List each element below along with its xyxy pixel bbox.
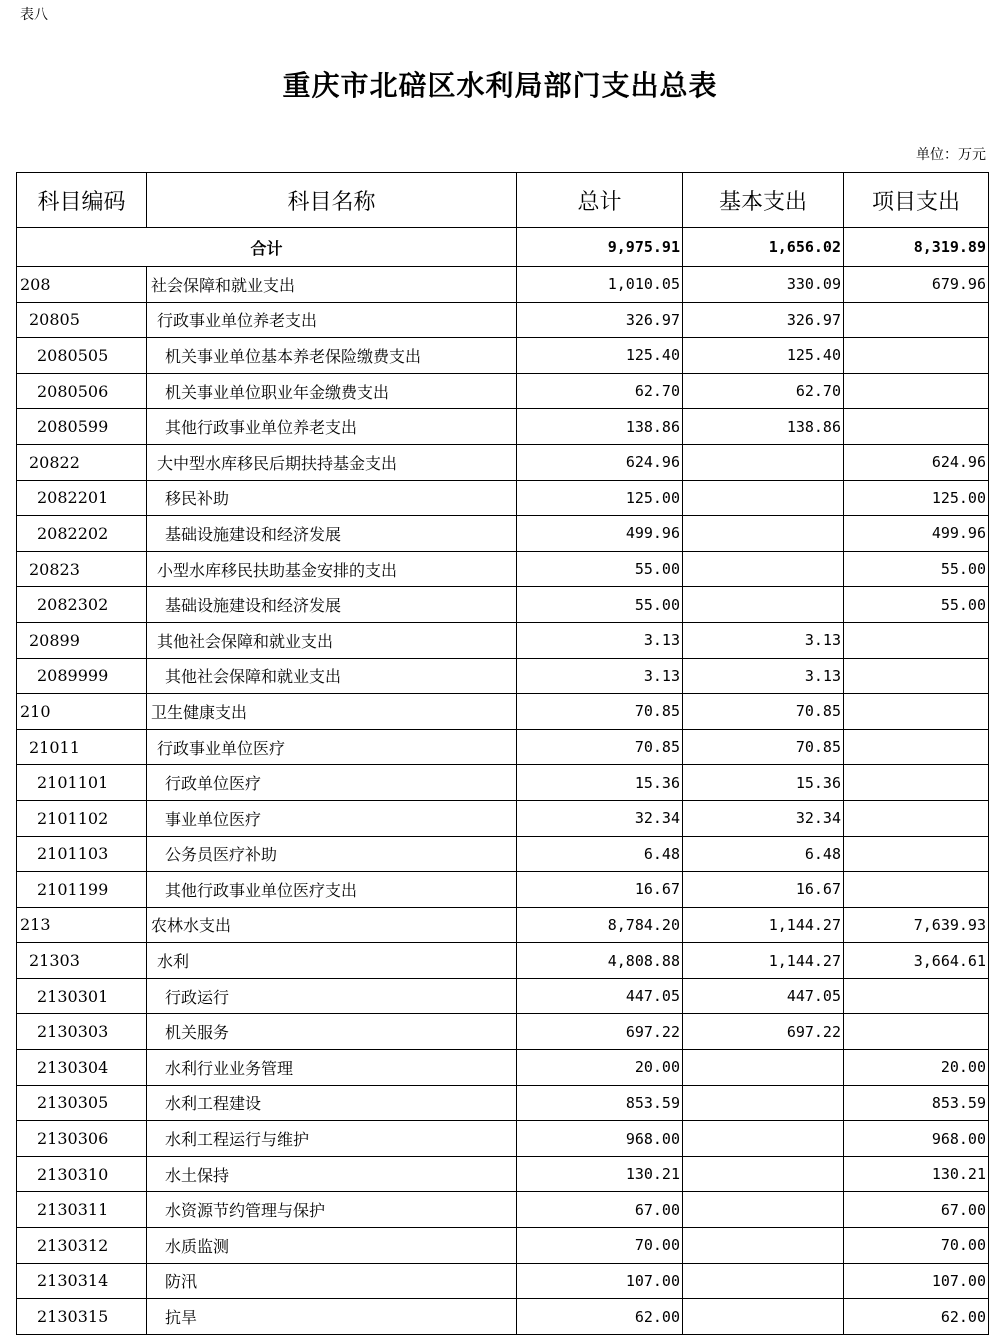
row-code: 2130312 (17, 1228, 147, 1264)
row-total: 70.85 (517, 694, 683, 730)
row-total: 853.59 (517, 1085, 683, 1121)
table-row (17, 1085, 989, 1121)
header-total: 总计 (517, 173, 683, 228)
row-code: 2130311 (17, 1192, 147, 1228)
row-basic (683, 1050, 844, 1086)
row-project: 55.00 (844, 587, 989, 623)
row-name: 移民补助 (147, 480, 517, 516)
row-basic (683, 1263, 844, 1299)
table-row (17, 267, 989, 303)
row-total: 8,784.20 (517, 907, 683, 943)
row-code: 2130301 (17, 978, 147, 1014)
row-code: 2082201 (17, 480, 147, 516)
row-project: 853.59 (844, 1085, 989, 1121)
row-basic (683, 1121, 844, 1157)
table-row (17, 480, 989, 516)
row-basic: 3.13 (683, 622, 844, 658)
row-basic: 62.70 (683, 373, 844, 409)
row-project: 679.96 (844, 267, 989, 303)
row-code: 2130305 (17, 1085, 147, 1121)
row-project: 125.00 (844, 480, 989, 516)
unit-label: 单位：万元 (916, 147, 986, 163)
table-row (17, 1263, 989, 1299)
row-basic: 697.22 (683, 1014, 844, 1050)
row-basic (683, 1299, 844, 1335)
table-row (17, 1228, 989, 1264)
row-code: 213 (17, 907, 147, 943)
row-total: 3.13 (517, 622, 683, 658)
row-code: 20899 (17, 622, 147, 658)
table-row (17, 587, 989, 623)
row-total: 15.36 (517, 765, 683, 801)
row-project (844, 836, 989, 872)
table-row (17, 729, 989, 765)
row-code: 2082302 (17, 587, 147, 623)
page-title: 重庆市北碚区水利局部门支出总表 (282, 69, 718, 102)
row-code: 2101102 (17, 800, 147, 836)
row-name: 行政运行 (147, 978, 517, 1014)
row-name: 机关事业单位基本养老保险缴费支出 (147, 338, 517, 374)
row-total: 326.97 (517, 302, 683, 338)
table-row (17, 658, 989, 694)
row-total: 125.40 (517, 338, 683, 374)
row-project (844, 409, 989, 445)
row-basic: 326.97 (683, 302, 844, 338)
row-code: 2130310 (17, 1156, 147, 1192)
row-name: 其他行政事业单位养老支出 (147, 409, 517, 445)
row-name: 公务员医疗补助 (147, 836, 517, 872)
row-basic: 15.36 (683, 765, 844, 801)
row-total: 107.00 (517, 1263, 683, 1299)
row-project (844, 1014, 989, 1050)
row-total: 447.05 (517, 978, 683, 1014)
row-basic: 330.09 (683, 267, 844, 303)
total-total: 9,975.91 (517, 228, 683, 267)
row-project: 968.00 (844, 1121, 989, 1157)
row-total: 624.96 (517, 444, 683, 480)
table-row (17, 551, 989, 587)
row-project (844, 658, 989, 694)
row-project: 107.00 (844, 1263, 989, 1299)
row-name: 水利工程建设 (147, 1085, 517, 1121)
row-code: 20805 (17, 302, 147, 338)
row-basic: 70.85 (683, 694, 844, 730)
row-code: 21011 (17, 729, 147, 765)
total-project: 8,319.89 (844, 228, 989, 267)
row-total: 499.96 (517, 516, 683, 552)
row-total: 62.00 (517, 1299, 683, 1335)
row-code: 2080506 (17, 373, 147, 409)
row-basic: 16.67 (683, 872, 844, 908)
row-name: 卫生健康支出 (147, 694, 517, 730)
row-code: 2130315 (17, 1299, 147, 1335)
row-total: 67.00 (517, 1192, 683, 1228)
row-project: 7,639.93 (844, 907, 989, 943)
header-name: 科目名称 (147, 173, 517, 228)
row-code: 20823 (17, 551, 147, 587)
row-basic (683, 587, 844, 623)
table-row (17, 516, 989, 552)
row-basic: 138.86 (683, 409, 844, 445)
row-total: 130.21 (517, 1156, 683, 1192)
row-project (844, 373, 989, 409)
table-row (17, 765, 989, 801)
row-basic (683, 1085, 844, 1121)
row-name: 水利 (147, 943, 517, 979)
row-project (844, 978, 989, 1014)
row-total: 20.00 (517, 1050, 683, 1086)
row-basic (683, 516, 844, 552)
table-row (17, 1121, 989, 1157)
header-code: 科目编码 (17, 173, 147, 228)
table-row (17, 444, 989, 480)
table-row (17, 302, 989, 338)
row-total: 968.00 (517, 1121, 683, 1157)
row-project: 499.96 (844, 516, 989, 552)
row-name: 其他社会保障和就业支出 (147, 658, 517, 694)
row-code: 2080505 (17, 338, 147, 374)
row-basic: 1,144.27 (683, 907, 844, 943)
row-project: 67.00 (844, 1192, 989, 1228)
row-name: 农林水支出 (147, 907, 517, 943)
row-name: 水利工程运行与维护 (147, 1121, 517, 1157)
table-row (17, 1192, 989, 1228)
row-basic (683, 480, 844, 516)
row-basic (683, 551, 844, 587)
row-code: 21303 (17, 943, 147, 979)
row-project (844, 765, 989, 801)
row-code: 2089999 (17, 658, 147, 694)
table-row (17, 1014, 989, 1050)
table-number-label: 表八 (20, 7, 48, 23)
row-name: 其他社会保障和就业支出 (147, 622, 517, 658)
table-row (17, 1050, 989, 1086)
total-label: 合计 (17, 228, 517, 267)
row-basic (683, 444, 844, 480)
table-row (17, 978, 989, 1014)
row-total: 32.34 (517, 800, 683, 836)
row-basic: 1,144.27 (683, 943, 844, 979)
row-code: 208 (17, 267, 147, 303)
row-total: 62.70 (517, 373, 683, 409)
row-code: 20822 (17, 444, 147, 480)
row-code: 2101199 (17, 872, 147, 908)
table-row (17, 800, 989, 836)
row-total: 55.00 (517, 587, 683, 623)
table-row (17, 1299, 989, 1335)
row-name: 基础设施建设和经济发展 (147, 516, 517, 552)
header-project: 项目支出 (844, 173, 989, 228)
row-total: 3.13 (517, 658, 683, 694)
row-name: 社会保障和就业支出 (147, 267, 517, 303)
row-project: 130.21 (844, 1156, 989, 1192)
row-project (844, 622, 989, 658)
row-project: 62.00 (844, 1299, 989, 1335)
row-basic: 447.05 (683, 978, 844, 1014)
row-project (844, 729, 989, 765)
row-code: 2130303 (17, 1014, 147, 1050)
row-name: 小型水库移民扶助基金安排的支出 (147, 551, 517, 587)
table-row (17, 694, 989, 730)
row-name: 其他行政事业单位医疗支出 (147, 872, 517, 908)
row-project: 624.96 (844, 444, 989, 480)
row-basic: 125.40 (683, 338, 844, 374)
row-total: 6.48 (517, 836, 683, 872)
row-basic: 6.48 (683, 836, 844, 872)
expenditure-table (16, 172, 989, 1335)
table-row (17, 409, 989, 445)
row-project (844, 800, 989, 836)
row-code: 2130304 (17, 1050, 147, 1086)
table-row (17, 836, 989, 872)
row-total: 1,010.05 (517, 267, 683, 303)
row-project (844, 302, 989, 338)
row-basic: 3.13 (683, 658, 844, 694)
total-row (17, 228, 989, 267)
row-basic (683, 1156, 844, 1192)
row-name: 抗旱 (147, 1299, 517, 1335)
row-code: 2130306 (17, 1121, 147, 1157)
row-project: 20.00 (844, 1050, 989, 1086)
row-code: 2130314 (17, 1263, 147, 1299)
row-project (844, 872, 989, 908)
row-name: 水利行业业务管理 (147, 1050, 517, 1086)
row-name: 行政事业单位养老支出 (147, 302, 517, 338)
row-total: 125.00 (517, 480, 683, 516)
row-code: 210 (17, 694, 147, 730)
row-total: 697.22 (517, 1014, 683, 1050)
row-name: 事业单位医疗 (147, 800, 517, 836)
row-basic: 70.85 (683, 729, 844, 765)
row-total: 138.86 (517, 409, 683, 445)
row-name: 水土保持 (147, 1156, 517, 1192)
row-project: 55.00 (844, 551, 989, 587)
row-name: 基础设施建设和经济发展 (147, 587, 517, 623)
row-code: 2082202 (17, 516, 147, 552)
table-row (17, 338, 989, 374)
row-code: 2101103 (17, 836, 147, 872)
row-name: 机关服务 (147, 1014, 517, 1050)
row-project: 3,664.61 (844, 943, 989, 979)
table-row (17, 373, 989, 409)
row-name: 防汛 (147, 1263, 517, 1299)
row-total: 70.00 (517, 1228, 683, 1264)
row-total: 55.00 (517, 551, 683, 587)
row-total: 4,808.88 (517, 943, 683, 979)
row-name: 水资源节约管理与保护 (147, 1192, 517, 1228)
row-code: 2101101 (17, 765, 147, 801)
row-name: 行政事业单位医疗 (147, 729, 517, 765)
row-project (844, 338, 989, 374)
row-total: 16.67 (517, 872, 683, 908)
row-name: 机关事业单位职业年金缴费支出 (147, 373, 517, 409)
table-row (17, 872, 989, 908)
table-row (17, 943, 989, 979)
row-name: 行政单位医疗 (147, 765, 517, 801)
total-basic: 1,656.02 (683, 228, 844, 267)
table-row (17, 622, 989, 658)
header-basic: 基本支出 (683, 173, 844, 228)
header-row (17, 173, 989, 228)
row-basic: 32.34 (683, 800, 844, 836)
row-total: 70.85 (517, 729, 683, 765)
row-basic (683, 1192, 844, 1228)
table-row (17, 1156, 989, 1192)
row-code: 2080599 (17, 409, 147, 445)
row-basic (683, 1228, 844, 1264)
row-project: 70.00 (844, 1228, 989, 1264)
row-project (844, 694, 989, 730)
table-row (17, 907, 989, 943)
row-name: 大中型水库移民后期扶持基金支出 (147, 444, 517, 480)
row-name: 水质监测 (147, 1228, 517, 1264)
